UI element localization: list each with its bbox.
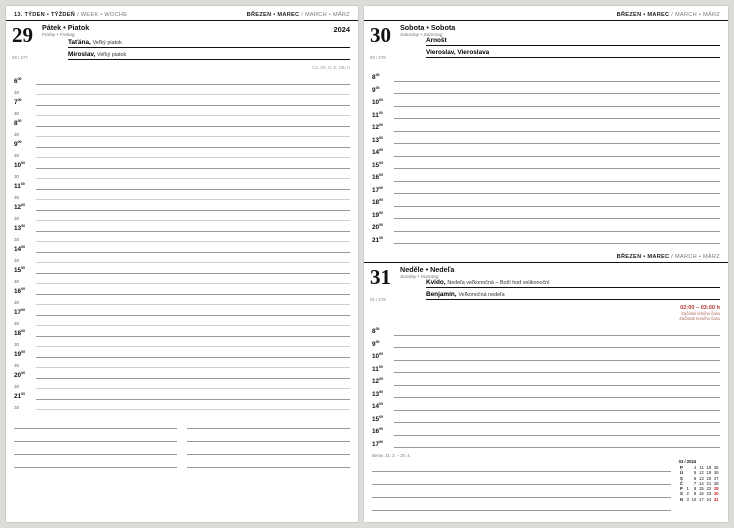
mini-calendar-day[interactable]: 6: [693, 475, 697, 481]
mini-calendar-weekday: N: [680, 496, 684, 502]
hour-row[interactable]: [372, 411, 720, 424]
name-day-row: [68, 39, 350, 48]
hour-row[interactable]: [372, 144, 720, 157]
zodiac-range: 21. 3. – 20. 4.: [385, 453, 411, 458]
notes-col-right[interactable]: [187, 416, 350, 468]
zodiac-row: [364, 452, 728, 459]
half-hour-line[interactable]: [36, 93, 350, 95]
mini-calendar-day[interactable]: 15: [699, 486, 704, 491]
right-top-header: [364, 12, 728, 21]
week-label: [14, 12, 127, 18]
zodiac-label: [372, 452, 411, 459]
hour-row[interactable]: [14, 116, 350, 127]
hour-row[interactable]: [14, 389, 350, 400]
hour-label: $18^{00}$: [14, 328, 26, 337]
half-hour-line[interactable]: [36, 240, 350, 242]
hour-line[interactable]: [394, 359, 720, 361]
half-hour-label: 30: [14, 216, 20, 221]
hour-line[interactable]: [394, 421, 720, 423]
mini-calendar-day[interactable]: 19: [706, 470, 712, 476]
appointment-note-sk: Začiatok letného času: [679, 316, 720, 321]
right-page: [364, 6, 728, 522]
mini-calendar-day[interactable]: 20: [706, 475, 712, 481]
hour-grid-29: [6, 74, 358, 410]
hour-label: $19^{00}$: [14, 349, 26, 358]
hour-label: $19^{00}$: [372, 210, 384, 219]
half-hour-line[interactable]: [36, 198, 350, 200]
left-page: [6, 6, 358, 522]
mini-calendar-day[interactable]: 11: [699, 465, 704, 470]
hour-label: $15^{00}$: [14, 265, 26, 274]
hour-line[interactable]: [394, 180, 720, 182]
hour-line[interactable]: [394, 434, 720, 436]
hour-row[interactable]: [14, 137, 350, 148]
hour-line[interactable]: [394, 105, 720, 107]
hour-line[interactable]: [394, 205, 720, 207]
hour-row[interactable]: [372, 423, 720, 436]
mini-calendar-day[interactable]: 22: [706, 486, 712, 491]
hour-label: $10^{00}$: [372, 352, 384, 361]
mini-calendar-day[interactable]: 3: [686, 496, 689, 502]
half-hour-label: 30: [14, 342, 20, 347]
hour-label: $12^{00}$: [372, 123, 384, 132]
hour-label: $8^{00}$: [372, 73, 380, 82]
mini-calendar-day[interactable]: 24: [706, 496, 712, 502]
note-line[interactable]: [187, 429, 350, 442]
hour-label: $17^{00}$: [14, 307, 26, 316]
hour-line[interactable]: [36, 146, 350, 148]
hour-label: $11^{00}$: [14, 181, 25, 190]
hour-row[interactable]: [14, 368, 350, 379]
name-days: [426, 279, 728, 303]
month-text-sub: / MARCH • MÄRZ: [671, 254, 720, 260]
half-hour-label: 30: [14, 279, 20, 284]
hour-row[interactable]: [372, 82, 720, 95]
hour-row[interactable]: [372, 119, 720, 132]
year-label: 2024: [333, 25, 350, 34]
hour-label: $21^{00}$: [14, 391, 26, 400]
half-hour-row[interactable]: [14, 358, 350, 368]
half-hour-line[interactable]: [36, 177, 350, 179]
half-hour-row[interactable]: [14, 316, 350, 326]
hour-label: $14^{00}$: [372, 148, 384, 157]
hour-label: $20^{00}$: [14, 370, 26, 379]
half-hour-row[interactable]: [14, 337, 350, 347]
holiday-codes: CZ, SK, D, E, GB, H: [312, 65, 350, 70]
hour-row[interactable]: [14, 305, 350, 316]
hour-label: $6^{00}$: [14, 76, 22, 85]
hour-label: $17^{00}$: [372, 185, 384, 194]
half-hour-label: 30: [14, 174, 20, 179]
month-label: [617, 12, 720, 18]
hour-line[interactable]: [394, 346, 720, 348]
hour-label: $9^{00}$: [372, 339, 380, 348]
bottom-note-lines[interactable]: [372, 459, 671, 511]
day-name: Neděle • Nedeľa: [400, 265, 455, 274]
half-hour-line[interactable]: [36, 219, 350, 221]
mini-calendar-day[interactable]: 30: [713, 491, 719, 497]
notes-col-left[interactable]: [14, 416, 177, 468]
hour-line[interactable]: [36, 314, 350, 316]
hour-line[interactable]: [36, 230, 350, 232]
hour-line[interactable]: [394, 384, 720, 386]
hour-row[interactable]: [372, 232, 720, 245]
hour-line[interactable]: [36, 83, 350, 85]
mini-calendar-day[interactable]: 12: [699, 470, 704, 476]
hour-row[interactable]: [14, 284, 350, 295]
name-day-row: [426, 49, 720, 58]
hour-label: $13^{00}$: [14, 223, 26, 232]
hour-line[interactable]: [36, 272, 350, 274]
mini-calendar-day[interactable]: 17: [699, 496, 704, 502]
half-hour-row[interactable]: [14, 400, 350, 410]
hour-row[interactable]: [372, 361, 720, 374]
month-text: BŘEZEN • MAREC: [246, 12, 300, 18]
mini-calendar-weekday: Č: [680, 480, 684, 486]
hour-line[interactable]: [394, 217, 720, 219]
name-day-rest: Nedeľa veľkonočná – Boží hod velikonoční: [447, 280, 550, 286]
name-day-row: [426, 37, 720, 46]
hour-line[interactable]: [394, 334, 720, 336]
day-name-sub: Sunday • Sonntag: [400, 275, 439, 280]
hour-line[interactable]: [394, 409, 720, 411]
name-day-bold: Miroslav,: [68, 51, 96, 58]
hour-row[interactable]: [372, 169, 720, 182]
hour-line[interactable]: [394, 230, 720, 232]
month-text-sub: / MARCH • MÄRZ: [671, 12, 720, 18]
appointment-unit: h: [716, 305, 720, 311]
day-name-sub: Friday • Freitag: [42, 33, 75, 38]
zodiac-name: Beran: [372, 453, 384, 458]
hour-row[interactable]: [372, 182, 720, 195]
hour-line[interactable]: [394, 371, 720, 373]
half-hour-row[interactable]: [14, 190, 350, 200]
half-hour-label: 30: [14, 132, 20, 137]
right-bottom-header: [364, 254, 728, 263]
hour-label: $9^{00}$: [372, 85, 380, 94]
day-meta: 91 / 275: [370, 297, 386, 302]
month-text: BŘEZEN • MAREC: [616, 12, 670, 18]
half-hour-line[interactable]: [36, 408, 350, 410]
note-line[interactable]: [14, 442, 177, 455]
hour-line[interactable]: [394, 167, 720, 169]
half-hour-label: 30: [14, 300, 20, 305]
half-hour-line[interactable]: [36, 324, 350, 326]
mini-calendar-day[interactable]: 5: [693, 470, 697, 476]
day-number: 31: [370, 265, 391, 289]
day-name-sub: Saturday • Samstag: [400, 33, 443, 38]
hour-row[interactable]: [372, 94, 720, 107]
day-name: Sobota • Sobota: [400, 23, 456, 32]
half-hour-row[interactable]: [14, 253, 350, 263]
day-meta: 89 / 277: [12, 55, 28, 60]
mini-calendar-day[interactable]: 18: [706, 465, 712, 470]
hour-row[interactable]: [372, 157, 720, 170]
appointment-note-cz: Začátek letního času: [681, 311, 720, 316]
hour-row[interactable]: [14, 95, 350, 106]
mini-calendar-weekday: Ú: [680, 470, 684, 476]
hour-line[interactable]: [394, 242, 720, 244]
name-day-rest: Veľký piatok: [97, 52, 127, 58]
half-hour-label: 30: [14, 111, 20, 116]
half-hour-label: 30: [14, 363, 20, 368]
hour-label: $20^{00}$: [372, 223, 384, 232]
week-text: 13. TÝDEN • TÝŽDEŇ: [14, 12, 76, 18]
hour-line[interactable]: [394, 446, 720, 448]
hour-line[interactable]: [36, 377, 350, 379]
mini-calendar-day[interactable]: 31: [713, 496, 719, 502]
hour-label: $11^{00}$: [372, 364, 383, 373]
mini-calendar-table: [679, 465, 720, 502]
hour-row[interactable]: [372, 132, 720, 145]
hour-row[interactable]: [14, 326, 350, 337]
half-hour-line[interactable]: [36, 156, 350, 158]
hour-label: $10^{00}$: [14, 160, 26, 169]
half-hour-line[interactable]: [36, 303, 350, 305]
day-number: 29: [12, 23, 33, 47]
hour-label: $10^{00}$: [372, 98, 384, 107]
hour-line[interactable]: [394, 142, 720, 144]
hour-line[interactable]: [394, 192, 720, 194]
hour-row[interactable]: [372, 323, 720, 336]
name-day-bold: Vieroslav, Vieroslava: [426, 49, 490, 56]
hour-label: $8^{00}$: [14, 118, 22, 127]
note-line[interactable]: [372, 485, 671, 498]
name-day-row: [426, 291, 720, 300]
month-text: BŘEZEN • MAREC: [616, 254, 670, 260]
hour-line[interactable]: [394, 117, 720, 119]
hour-row[interactable]: [372, 107, 720, 120]
half-hour-row[interactable]: [14, 85, 350, 95]
day-meta: 90 / 276: [370, 55, 386, 60]
mini-calendar-day[interactable]: 27: [713, 475, 719, 481]
hour-row[interactable]: [14, 200, 350, 211]
half-hour-row[interactable]: [14, 148, 350, 158]
hour-line[interactable]: [36, 125, 350, 127]
left-page-header: [6, 12, 358, 21]
note-line[interactable]: [187, 455, 350, 468]
note-line[interactable]: [187, 416, 350, 429]
note-line[interactable]: [14, 429, 177, 442]
hour-row[interactable]: [14, 347, 350, 358]
half-hour-row[interactable]: [14, 169, 350, 179]
hour-row[interactable]: [14, 221, 350, 232]
half-hour-line[interactable]: [36, 345, 350, 347]
hour-label: $21^{00}$: [372, 235, 384, 244]
hour-row[interactable]: [14, 242, 350, 253]
hour-row[interactable]: [372, 207, 720, 220]
hour-row[interactable]: [372, 398, 720, 411]
hour-grid-31: [364, 323, 728, 448]
half-hour-row[interactable]: [14, 295, 350, 305]
hour-label: $8^{00}$: [372, 327, 380, 336]
mini-calendar-day[interactable]: 7: [693, 480, 697, 486]
mini-calendar-weekday: P: [680, 486, 683, 491]
week-text-sub: / WEEK • WOCHE: [77, 12, 128, 18]
name-day-rest: Veľkonočná nedeľa: [458, 292, 505, 298]
mini-calendar-day[interactable]: 1: [686, 486, 689, 491]
note-line[interactable]: [372, 498, 671, 511]
hour-row[interactable]: [372, 386, 720, 399]
mini-calendar-day[interactable]: 9: [693, 491, 697, 497]
mini-calendar-day[interactable]: 14: [699, 480, 704, 486]
half-hour-row[interactable]: [14, 211, 350, 221]
mini-calendar-day[interactable]: 29: [713, 486, 719, 491]
mini-calendar-day[interactable]: 21: [706, 480, 712, 486]
name-day-bold: Arnošt: [426, 37, 447, 44]
mini-calendar-weekday: P: [680, 465, 683, 470]
hour-line[interactable]: [36, 104, 350, 106]
mini-calendar-day[interactable]: 8: [693, 486, 697, 491]
hour-line[interactable]: [394, 130, 720, 132]
hour-label: $16^{00}$: [14, 286, 26, 295]
hour-row[interactable]: [372, 336, 720, 349]
half-hour-line[interactable]: [36, 135, 350, 137]
hour-row[interactable]: [14, 179, 350, 190]
hour-row[interactable]: [372, 69, 720, 82]
hour-line[interactable]: [36, 293, 350, 295]
half-hour-line[interactable]: [36, 387, 350, 389]
hour-label: $16^{00}$: [372, 427, 384, 436]
half-hour-label: 30: [14, 153, 20, 158]
hour-label: $12^{00}$: [372, 377, 384, 386]
hour-label: $17^{00}$: [372, 439, 384, 448]
name-day-bold: Benjamín,: [426, 291, 457, 298]
name-day-bold: Taťána,: [68, 39, 91, 46]
day-number: 30: [370, 23, 391, 47]
hour-line[interactable]: [394, 92, 720, 94]
half-hour-label: 30: [14, 258, 20, 263]
hour-row[interactable]: [372, 348, 720, 361]
note-line[interactable]: [372, 459, 671, 472]
mini-calendar-day[interactable]: 28: [713, 480, 719, 486]
note-line[interactable]: [14, 416, 177, 429]
half-hour-row[interactable]: [14, 106, 350, 116]
day-name: Pátek • Piatok: [42, 23, 90, 32]
note-line[interactable]: [372, 472, 671, 485]
note-line[interactable]: [14, 455, 177, 468]
hour-line[interactable]: [394, 396, 720, 398]
hour-label: $13^{00}$: [372, 135, 384, 144]
hour-line[interactable]: [36, 167, 350, 169]
left-bottom-notes: [6, 416, 358, 468]
half-hour-label: 30: [14, 237, 20, 242]
name-day-bold: Kvido,: [426, 279, 446, 286]
hour-row[interactable]: [14, 263, 350, 274]
hour-row[interactable]: [372, 194, 720, 207]
mini-calendar-weekday: S: [680, 475, 683, 481]
hour-label: $18^{00}$: [372, 198, 384, 207]
mini-calendar-day[interactable]: 2: [686, 491, 689, 497]
half-hour-row[interactable]: [14, 274, 350, 284]
name-days: [426, 37, 728, 61]
mini-calendar-day[interactable]: 13: [699, 475, 704, 481]
mini-calendar-day[interactable]: 26: [713, 470, 719, 476]
hour-label: $15^{00}$: [372, 414, 384, 423]
half-hour-label: 30: [14, 405, 20, 410]
mini-calendar-title: 03 / 2024: [678, 459, 697, 464]
name-day-row: [426, 279, 720, 288]
name-days: [68, 39, 358, 63]
hour-line[interactable]: [36, 335, 350, 337]
half-hour-line[interactable]: [36, 261, 350, 263]
hour-label: $15^{00}$: [372, 160, 384, 169]
mini-calendar-row: [679, 497, 720, 502]
mini-calendar-weekday: S: [680, 491, 683, 497]
appointment-time-text: 02:00 – 03:00: [680, 305, 716, 311]
hour-line[interactable]: [36, 398, 350, 400]
hour-row[interactable]: [14, 158, 350, 169]
half-hour-label: 30: [14, 195, 20, 200]
hour-label: $9^{00}$: [14, 139, 22, 148]
half-hour-line[interactable]: [36, 114, 350, 116]
hour-row[interactable]: [14, 74, 350, 85]
appointment-dst[interactable]: [372, 305, 720, 321]
hour-row[interactable]: [372, 219, 720, 232]
hour-label: $12^{00}$: [14, 202, 26, 211]
hour-row[interactable]: [372, 436, 720, 449]
half-hour-row[interactable]: [14, 127, 350, 137]
hour-line[interactable]: [394, 80, 720, 82]
half-hour-label: 30: [14, 90, 20, 95]
hour-label: $11^{00}$: [372, 110, 383, 119]
mini-calendar-day[interactable]: 10: [691, 496, 697, 502]
hour-label: $16^{00}$: [372, 173, 384, 182]
hour-row[interactable]: [372, 373, 720, 386]
name-day-rest: Veľký piatok: [92, 40, 122, 46]
hour-label: $14^{00}$: [14, 244, 26, 253]
hour-label: $7^{00}$: [14, 97, 22, 106]
half-hour-line[interactable]: [36, 282, 350, 284]
half-hour-line[interactable]: [36, 366, 350, 368]
hour-line[interactable]: [36, 251, 350, 253]
mini-calendar-day[interactable]: 25: [713, 465, 719, 470]
hour-label: $13^{00}$: [372, 389, 384, 398]
hour-grid-30: [364, 69, 728, 244]
month-label: [617, 254, 720, 260]
half-hour-row[interactable]: [14, 232, 350, 242]
hour-line[interactable]: [36, 356, 350, 358]
mini-calendar[interactable]: [679, 459, 720, 502]
hour-label: $14^{00}$: [372, 402, 384, 411]
month-label: [247, 12, 350, 18]
mini-calendar-day[interactable]: 4: [693, 465, 697, 470]
month-text-sub: / MARCH • MÄRZ: [301, 12, 350, 18]
note-line[interactable]: [187, 442, 350, 455]
half-hour-label: 30: [14, 384, 20, 389]
hour-line[interactable]: [36, 209, 350, 211]
hour-line[interactable]: [36, 188, 350, 190]
mini-calendar-day[interactable]: 23: [706, 491, 712, 497]
half-hour-label: 30: [14, 321, 20, 326]
mini-calendar-day[interactable]: 16: [699, 491, 704, 497]
name-day-row: [68, 51, 350, 60]
half-hour-row[interactable]: [14, 379, 350, 389]
hour-line[interactable]: [394, 155, 720, 157]
